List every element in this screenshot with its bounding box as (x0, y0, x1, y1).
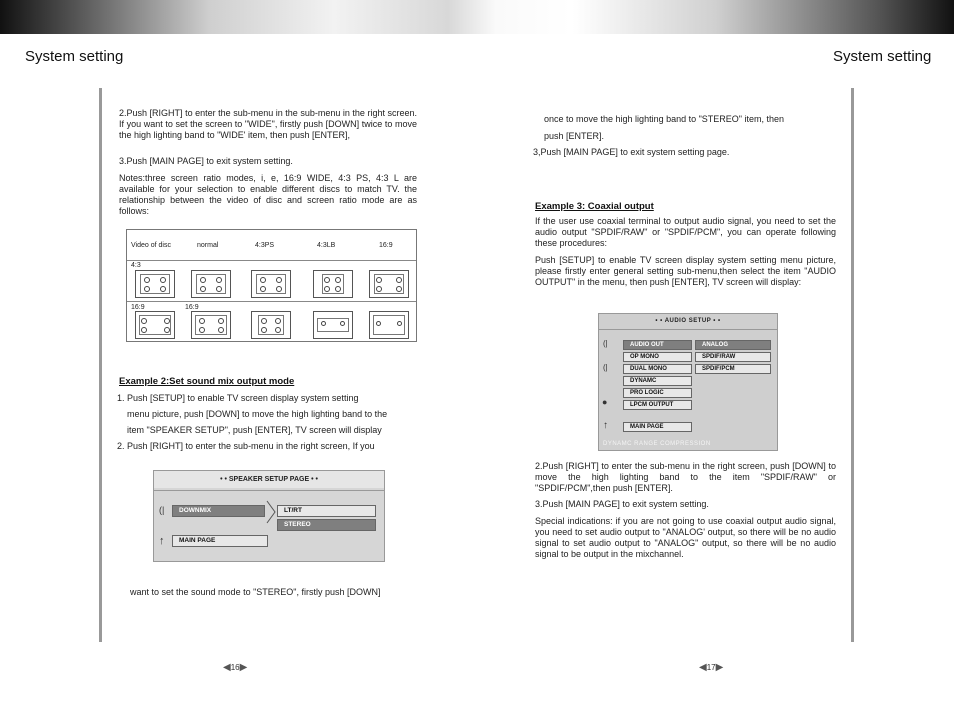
audio-dolby-icon: ● (602, 397, 608, 407)
ex2-line-1: 1. Push [SETUP] to enable TV screen display system setting (117, 393, 359, 403)
audio-speaker-icon-2: (| (603, 363, 608, 372)
next-triangle-icon-right: ▶ (715, 662, 724, 673)
speaker-menu-title: • • SPEAKER SETUP PAGE • • (220, 476, 318, 483)
ratio-header-video: Video of disc (131, 242, 171, 249)
right-cont-2: push [ENTER]. (544, 131, 605, 141)
screen-ratio-table (126, 229, 417, 342)
ex2-line-2: menu picture, push [DOWN] to move the high lighting band to the (127, 409, 388, 419)
main-page-arrow-icon: ↑ (159, 535, 165, 547)
audio-main-page-arrow-icon: ↑ (603, 420, 608, 431)
tv-43-normal-icon (191, 270, 231, 298)
example-2-heading: Example 2:Set sound mix output mode (119, 376, 295, 387)
ratio-header-43lb: 4:3LB (317, 242, 336, 249)
right-paragraph-1: If the user use coaxial terminal to output audio signal, you need to set the audio output "SPDIF/RAW" or "SPDIF/PCM", you can operate following these procedures: (535, 216, 836, 248)
tv-43-wide-icon (369, 270, 409, 298)
tv-43-disc-icon (135, 270, 175, 298)
audio-item-audio-out[interactable]: AUDIO OUT (623, 340, 692, 350)
left-margin-rule (99, 88, 102, 642)
submenu-arrow-icon (266, 500, 276, 524)
tv-43-ps-icon (251, 270, 291, 298)
audio-item-dynamc[interactable]: DYNAMC (623, 376, 692, 386)
tv-169-lb-icon (313, 311, 353, 339)
speaker-icon: (| (159, 505, 165, 515)
audio-item-main-page[interactable]: MAIN PAGE (623, 422, 692, 432)
audio-menu-title: • • AUDIO SETUP • • (655, 318, 721, 324)
right-paragraph-4: 3.Push [MAIN PAGE] to exit system setting. (535, 499, 709, 509)
tv-43-lb-icon (313, 270, 353, 298)
right-margin-rule (851, 88, 854, 642)
prev-triangle-icon-right: ◀ (699, 662, 707, 673)
ratio-row2-label-2: 16:9 (185, 304, 199, 311)
option-lt-rt[interactable]: LT/RT (277, 505, 376, 517)
audio-option-spdif-pcm[interactable]: SPDIF/PCM (695, 364, 771, 374)
ratio-divider-2 (127, 301, 416, 302)
ratio-header-169: 16:9 (379, 242, 393, 249)
right-page-number (699, 662, 723, 673)
audio-setup-menu (598, 313, 778, 451)
ratio-divider-1 (127, 260, 416, 261)
audio-item-pro-logic[interactable]: PRO LOGIC (623, 388, 692, 398)
audio-option-spdif-raw[interactable]: SPDIF/RAW (695, 352, 771, 362)
audio-item-op-mono[interactable]: OP MONO (623, 352, 692, 362)
audio-item-dual-mono[interactable]: DUAL MONO (623, 364, 692, 374)
audio-speaker-icon: (| (603, 339, 608, 348)
right-cont-3: 3,Push [MAIN PAGE] to exit system setting page. (533, 147, 730, 157)
example-3-heading: Example 3: Coaxial output (535, 201, 654, 212)
ratio-header-43ps: 4:3PS (255, 242, 275, 249)
ratio-row1-label: 4:3 (131, 262, 141, 269)
tv-169-normal-icon (191, 311, 231, 339)
right-paragraph-5: Special indications: if you are not going to use coaxial output audio signal, you need to set audio output to "ANALOG' output, so there will be no audio signal to set audio output to "ANALOG" output, so there will be no audio signal to be output in the mixchannel. (535, 516, 836, 559)
tv-169-wide-icon (369, 311, 409, 339)
right-page-number-text: 17 (706, 663, 716, 672)
left-page-number-text: 16 (230, 663, 240, 672)
tv-169-ps-icon (251, 311, 291, 339)
audio-menu-footer: DYNAMC RANGE COMPRESSION (603, 441, 711, 447)
next-triangle-icon: ▶ (239, 662, 248, 673)
right-cont-1: once to move the high lighting band to "STEREO" item, then (544, 114, 785, 124)
top-gradient-bar (0, 0, 954, 34)
prev-triangle-icon: ◀ (223, 662, 231, 673)
audio-item-lpcm-output[interactable]: LPCM OUTPUT (623, 400, 692, 410)
left-notes: Notes:three screen ratio modes, i, e, 16:9 WIDE, 4:3 PS, 4:3 L are available for your selection to enable different discs to match TV. the relationship between the video of disc and screen ratio mode are as follows: (119, 173, 417, 216)
ex2-line-4: 2. Push [RIGHT] to enter the sub-menu in the right screen, If you (117, 441, 375, 451)
ratio-row2-label: 16:9 (131, 304, 145, 311)
menu-item-downmix[interactable]: DOWNMIX (172, 505, 265, 517)
audio-option-analog[interactable]: ANALOG (695, 340, 771, 350)
right-paragraph-3: 2.Push [RIGHT] to enter the sub-menu in the right screen, push [DOWN] to move the high lighting band to the item "SPDIF/RAW" or "SPDIF/PCM",then push [ENTER]. (535, 461, 836, 493)
tv-169-disc-icon (135, 311, 175, 339)
menu-item-main-page[interactable]: MAIN PAGE (172, 535, 268, 547)
ratio-header-normal: normal (197, 242, 219, 249)
ex2-line-3: item "SPEAKER SETUP", push [ENTER], TV screen will display (127, 425, 382, 435)
left-page-number (223, 662, 247, 673)
right-paragraph-2: Push [SETUP] to enable TV screen display system setting menu picture, please firstly enter general setting sub-menu,then select the item "AUDIO OUTPUT" in the menu, then push [ENTER], TV screen will display: (535, 255, 836, 287)
left-paragraph-1: 2.Push [RIGHT] to enter the sub-menu in the sub-menu in the right screen. If you want to set the screen to "WIDE", firstly push [DOWN] twice to move the high lighting band to "WIDE' item, then push [ENTER], (119, 108, 417, 140)
option-stereo[interactable]: STEREO (277, 519, 376, 531)
speaker-setup-menu (153, 470, 385, 562)
left-page-header: System setting (25, 48, 124, 65)
left-bottom-line: want to set the sound mode to "STEREO", firstly push [DOWN] (130, 587, 381, 597)
right-page-header: System setting (833, 48, 932, 65)
left-paragraph-2: 3.Push [MAIN PAGE] to exit system setting. (119, 156, 293, 166)
